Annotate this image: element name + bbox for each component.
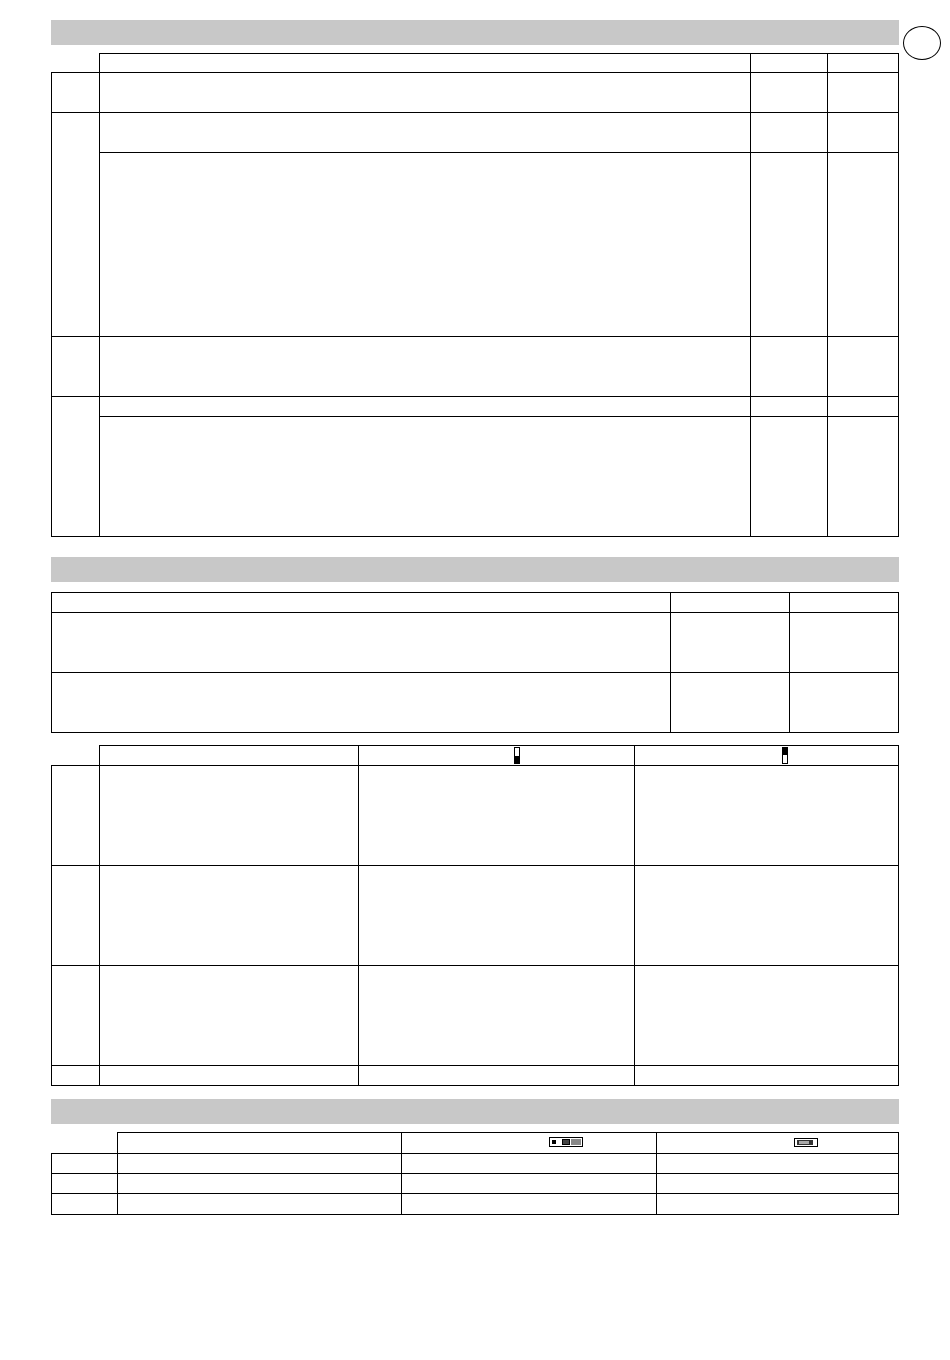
table-cell [99, 965, 359, 1066]
table-cell [401, 1173, 657, 1194]
table-header-cell [789, 592, 899, 613]
table-cell [51, 672, 671, 733]
table-cell [99, 336, 751, 397]
table-header-cell [99, 53, 751, 73]
table-cell [827, 336, 899, 397]
table-cell [789, 672, 899, 733]
table-cell [670, 612, 790, 673]
table-header-cell [656, 1132, 899, 1154]
table-cell [656, 1153, 899, 1174]
table-header-cell [670, 592, 790, 613]
table-cell [827, 416, 899, 537]
table-cell [827, 152, 899, 337]
table-cell [656, 1193, 899, 1215]
table-cell [827, 112, 899, 153]
table-cell [99, 1065, 359, 1086]
table-cell [634, 1065, 899, 1086]
table-cell [634, 965, 899, 1066]
slide-switch-left-icon [549, 1137, 583, 1147]
table-cell [99, 416, 751, 537]
table-cell [117, 1193, 402, 1215]
dip-switch-down-icon [514, 747, 520, 764]
table-header-cell [358, 745, 635, 766]
table-cell [750, 416, 828, 537]
dip-switch-up-icon [782, 747, 788, 764]
section-2-header [51, 557, 899, 582]
table-cell [656, 1173, 899, 1194]
table-cell [750, 152, 828, 337]
slide-switch-right-icon [794, 1138, 818, 1147]
section-1-header [51, 20, 899, 45]
table-cell [750, 112, 828, 153]
table-cell [358, 765, 635, 866]
table-cell [358, 1065, 635, 1086]
table-cell [99, 72, 751, 113]
row-label-cell [51, 1065, 100, 1086]
table-cell [750, 396, 828, 417]
row-label-cell [51, 72, 100, 113]
table-header-cell [634, 745, 899, 766]
row-label-cell [51, 965, 100, 1066]
row-label-cell [51, 396, 100, 537]
table-cell [401, 1153, 657, 1174]
table-cell [99, 865, 359, 966]
row-label-cell [51, 765, 100, 866]
section-3-header [51, 1099, 899, 1124]
table-cell [117, 1153, 402, 1174]
table-cell [99, 765, 359, 866]
table-cell [358, 965, 635, 1066]
table-cell [827, 72, 899, 113]
table-cell [750, 72, 828, 113]
row-label-cell [51, 1153, 118, 1174]
table-cell [634, 865, 899, 966]
table-header-cell [117, 1132, 402, 1154]
table-cell [358, 865, 635, 966]
table-header-cell [827, 53, 899, 73]
row-label-cell [51, 112, 100, 337]
table-cell [750, 336, 828, 397]
table-cell [401, 1193, 657, 1215]
table-cell [789, 612, 899, 673]
row-label-cell [51, 1193, 118, 1215]
table-cell [99, 152, 751, 337]
row-label-cell [51, 865, 100, 966]
table-cell [117, 1173, 402, 1194]
table-cell [51, 612, 671, 673]
table-header-cell [99, 745, 359, 766]
table-cell [827, 396, 899, 417]
table-header-cell [750, 53, 828, 73]
table-header-cell [401, 1132, 657, 1154]
table-cell [670, 672, 790, 733]
language-badge [903, 26, 941, 60]
row-label-cell [51, 1173, 118, 1194]
table-cell [99, 396, 751, 417]
table-cell [634, 765, 899, 866]
table-header-cell [51, 592, 671, 613]
row-label-cell [51, 336, 100, 397]
table-cell [99, 112, 751, 153]
